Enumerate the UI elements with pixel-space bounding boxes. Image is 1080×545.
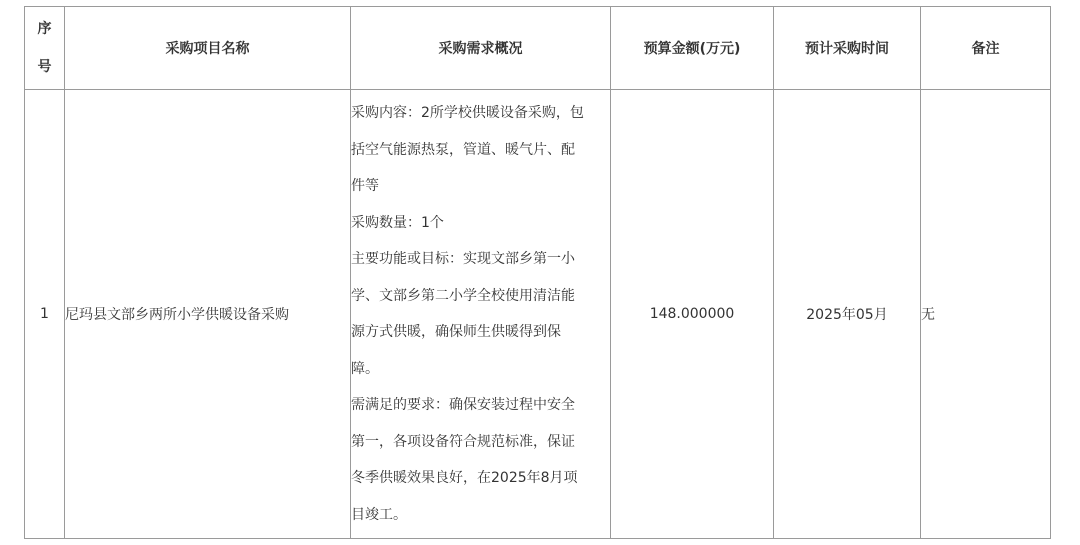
procurement-table	[24, 6, 1051, 539]
summary-line: 障。	[351, 360, 379, 377]
summary-line: 源方式供暖，确保师生供暖得到保	[351, 324, 561, 340]
summary-line: 第一，各项设备符合规范标准，保证	[351, 433, 575, 450]
cell-project-name: 尼玛县文部乡两所小学供暖设备采购	[65, 90, 351, 539]
cell-remark: 无	[921, 90, 1051, 539]
header-seq-char-1: 序	[37, 21, 52, 37]
summary-line: 冬季供暖效果良好，在2025年8月项	[351, 470, 578, 486]
header-budget: 预算金额(万元)	[611, 7, 774, 90]
summary-line: 学、文部乡第二小学全校使用清洁能	[351, 287, 575, 304]
header-project-name: 采购项目名称	[65, 7, 351, 90]
cell-purchase-time: 2025年05月	[774, 90, 921, 539]
cell-seq: 1	[25, 90, 65, 539]
header-row	[25, 7, 1051, 90]
summary-line: 采购内容：2所学校供暖设备采购，包	[351, 105, 584, 121]
cell-budget: 148.000000	[611, 90, 774, 539]
header-seq-char-2: 号	[37, 59, 52, 75]
procurement-table-wrapper	[24, 6, 1051, 539]
summary-line: 目竣工。	[351, 506, 407, 523]
summary-line: 主要功能或目标：实现文部乡第一小	[351, 251, 575, 267]
header-purchase-time: 预计采购时间	[774, 7, 921, 90]
cell-demand-summary	[351, 90, 611, 539]
summary-line: 需满足的要求：确保安装过程中安全	[351, 397, 575, 413]
summary-line: 采购数量：1个	[351, 214, 444, 231]
summary-line: 件等	[351, 178, 379, 194]
header-remark: 备注	[921, 7, 1051, 90]
header-seq	[25, 7, 65, 90]
header-demand-summary: 采购需求概况	[351, 7, 611, 90]
table-row	[25, 90, 1051, 539]
summary-line: 括空气能源热泵，管道、暖气片、配	[351, 141, 575, 158]
